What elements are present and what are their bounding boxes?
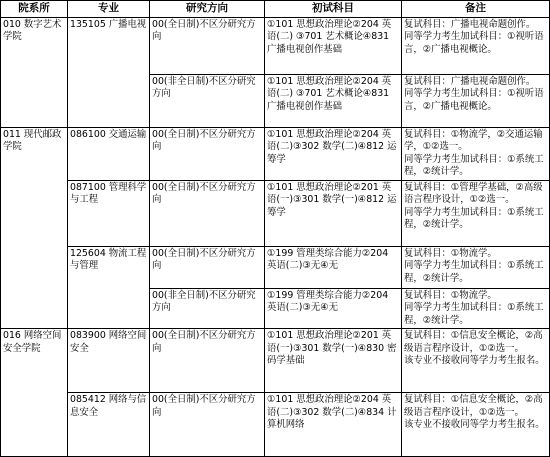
major-cell: 135105 广播电视 [68,18,150,128]
table-row [1,247,550,289]
dept-cell: 011 现代邮政学院 [1,128,68,329]
direction-cell: 00(全日制)不区分研究方向 [150,18,265,75]
exam-cell: ①101 思想政治理论②204 英语(二)③302 数学(二)④812 运筹学 [265,128,402,181]
remarks-cell: 复试科目：广播电视命题创作。 同等学力考生加试科目：①视听语言，②广播电视概论。 [402,75,550,128]
dept-cell: 016 网络空间安全学院 [1,329,68,457]
header-major: 专业 [68,1,150,18]
major-cell: 125604 物流工程与管理 [68,247,150,329]
exam-cell: ①199 管理类综合能力②204 英语(二)③无④无 [265,289,402,329]
exam-cell: ①101 思想政治理论②204 英语(二) ③701 艺术概论④831 广播电视创作基础 [265,18,402,75]
remarks-cell: 复试科目：①管理学基础，②高级语言程序设计，①②选一。 同等学力考生加试科目：①系统工程，②统计学。 [402,181,550,247]
direction-cell: 00(非全日制)不区分研究方向 [150,289,265,329]
table-row [1,329,550,393]
direction-cell: 00(全日制)不区分研究方向 [150,181,265,247]
header-row [1,1,550,18]
major-cell: 083900 网络空间安全 [68,329,150,393]
remarks-cell: 复试科目：①物流学，②交通运输学，①②选一。 同等学力考生加试科目：①系统工程，②统计学。 [402,128,550,181]
exam-cell: ①199 管理类综合能力②204 英语(二)③无④无 [265,247,402,289]
table-row [1,128,550,181]
remarks-cell: 复试科目：①信息安全概论，②高级语言程序设计，①②选一。 该专业不接收同等学力考生报名。 [402,329,550,393]
table-row [1,181,550,247]
exam-cell: ①101 思想政治理论②204 英语(二)③302 数学(二)④834 计算机网络 [265,393,402,457]
remarks-cell: 复试科目：广播电视命题创作。 同等学力考生加试科目：①视听语言，②广播电视概论。 [402,18,550,75]
direction-cell: 00(全日制)不区分研究方向 [150,393,265,457]
exam-cell: ①101 思想政治理论②204 英语(二) ③701 艺术概论④831 广播电视创作基础 [265,75,402,128]
remarks-cell: 复试科目：①物流学。 同等学力考生加试科目：①系统工程，②统计学。 [402,289,550,329]
remarks-cell: 复试科目：①信息安全概论，②高级语言程序设计，①②选一。 该专业不接收同等学力考生报名。 [402,393,550,457]
major-cell: 085412 网络与信息安全 [68,393,150,457]
table-row [1,393,550,457]
dept-cell: 010 数字艺术学院 [1,18,68,128]
header-direction: 研究方向 [150,1,265,18]
table-row [1,18,550,75]
remarks-cell: 复试科目：①物流学。 同等学力考生加试科目：①系统工程，②统计学。 [402,247,550,289]
exam-cell: ①101 思想政治理论②201 英语(一)③301 数学(一)④830 密码学基础 [265,329,402,393]
direction-cell: 00(非全日制)不区分研究方向 [150,75,265,128]
major-cell: 086100 交通运输 [68,128,150,181]
header-remarks: 备注 [402,1,550,18]
major-cell: 087100 管理科学与工程 [68,181,150,247]
direction-cell: 00(全日制)不区分研究方向 [150,247,265,289]
direction-cell: 00(全日制)不区分研究方向 [150,128,265,181]
exam-cell: ①101 思想政治理论②201 英语(一)③301 数学(一)④812 运筹学 [265,181,402,247]
direction-cell: 00(全日制)不区分研究方向 [150,329,265,393]
header-dept: 院系所 [1,1,68,18]
header-exam: 初试科目 [265,1,402,18]
